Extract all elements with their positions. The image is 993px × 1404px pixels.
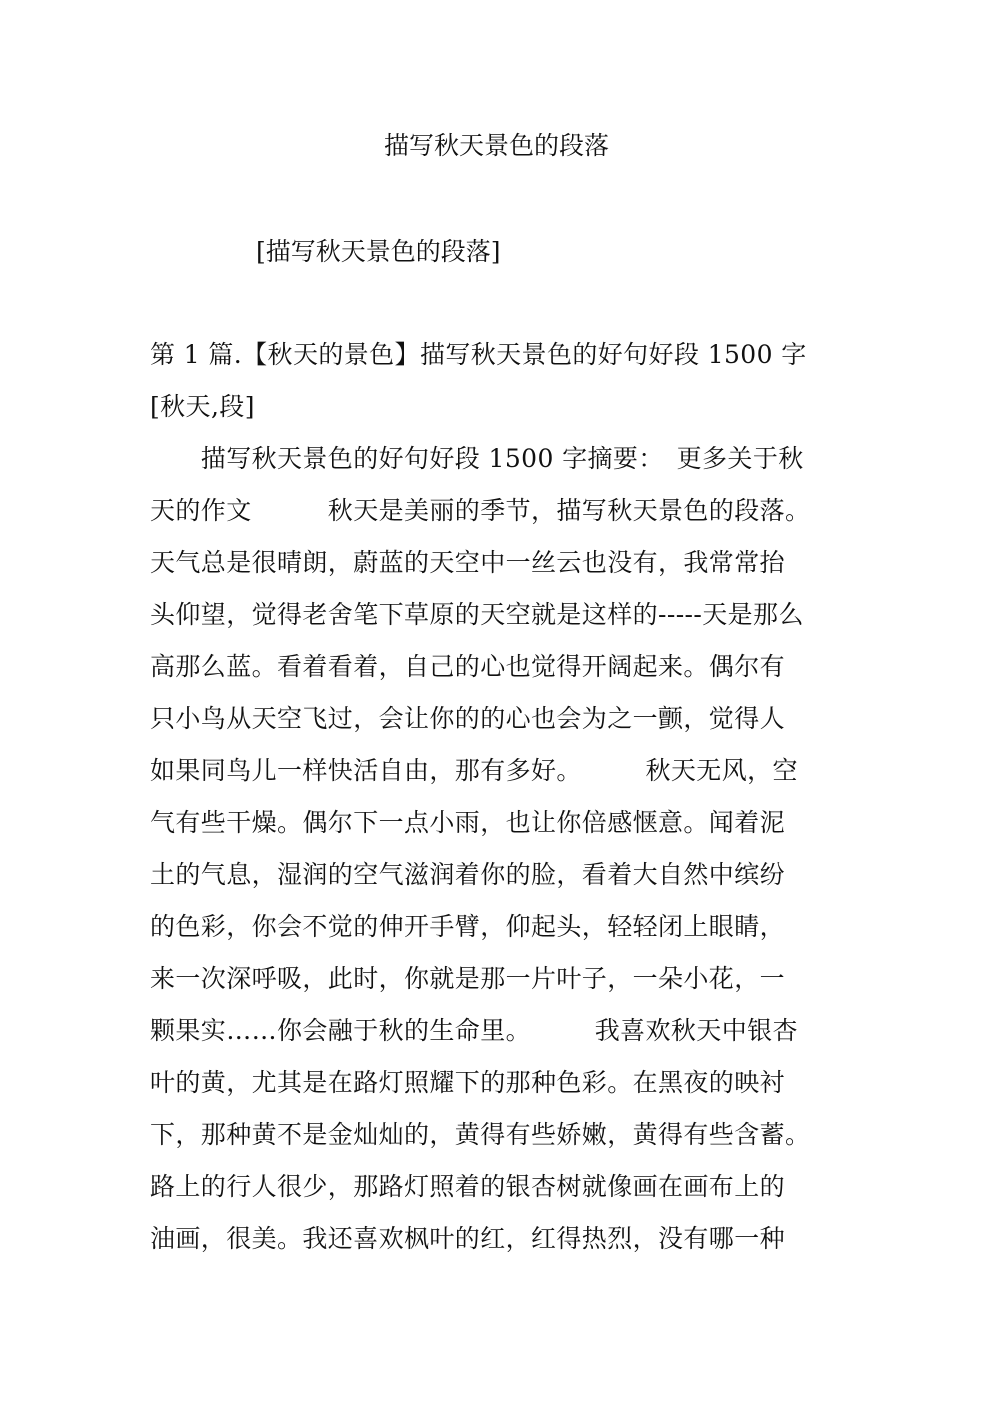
body-line: 高那么蓝。看着看着，自己的心也觉得开阔起来。偶尔有 (150, 652, 786, 681)
body-line: 如果同鸟儿一样快活自由，那有多好。 秋天无风，空 (150, 756, 798, 785)
document-title: 描写秋天景色的段落 (383, 131, 609, 160)
body-line: 描写秋天景色的好句好段 1500 字摘要： 更多关于秋 (150, 444, 804, 473)
body-line: 的色彩，你会不觉的伸开手臂，仰起头，轻轻闭上眼睛， (150, 912, 786, 941)
body-line: 天气总是很晴朗，蔚蓝的天空中一丝云也没有，我常常抬 (150, 548, 786, 577)
body-line: 天的作文 秋天是美丽的季节，描写秋天景色的段落。 (150, 496, 811, 525)
body-line: 路上的行人很少，那路灯照着的银杏树就像画在画布上的 (150, 1172, 786, 1201)
body-line: 油画，很美。我还喜欢枫叶的红，红得热烈，没有哪一种 (150, 1224, 786, 1253)
document-body (150, 337, 840, 1273)
body-line: 叶的黄，尤其是在路灯照耀下的那种色彩。在黑夜的映衬 (150, 1068, 786, 1097)
heading-tags-line: [秋天,段] (150, 392, 255, 421)
body-line: 来一次深呼吸，此时，你就是那一片叶子，一朵小花，一 (150, 964, 786, 993)
document-subtitle: [描写秋天景色的段落] (256, 237, 501, 266)
body-line: 土的气息，湿润的空气滋润着你的脸，看着大自然中缤纷 (150, 860, 786, 889)
body-line: 下，那种黄不是金灿灿的，黄得有些娇嫩，黄得有些含蓄。 (150, 1120, 811, 1149)
body-line: 颗果实……你会融于秋的生命里。 我喜欢秋天中银杏 (150, 1016, 798, 1045)
heading-line: 第 1 篇.【秋天的景色】描写秋天景色的好句好段 1500 字 (150, 340, 807, 369)
body-line: 只小鸟从天空飞过，会让你的的心也会为之一颤，觉得人 (150, 704, 786, 733)
body-line: 气有些干燥。偶尔下一点小雨，也让你倍感惬意。闻着泥 (150, 808, 786, 837)
body-line: 头仰望，觉得老舍笔下草原的天空就是这样的-----天是那么 (150, 600, 804, 629)
